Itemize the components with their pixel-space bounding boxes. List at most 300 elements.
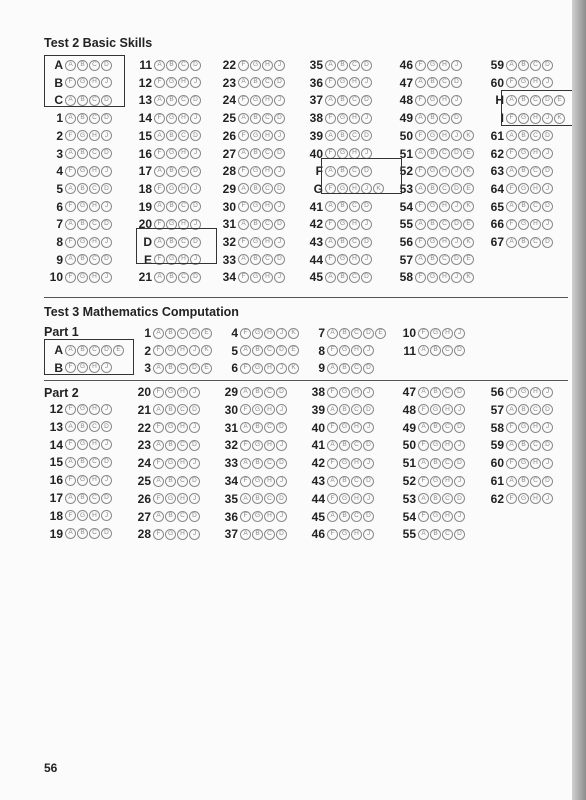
answer-bubble[interactable]: C (439, 77, 450, 88)
answer-bubble[interactable]: G (250, 166, 261, 177)
answer-bubble[interactable]: D (190, 237, 201, 248)
answer-bubble[interactable]: D (361, 237, 372, 248)
answer-bubble[interactable]: G (77, 439, 88, 450)
answer-bubble[interactable]: D (101, 60, 112, 71)
answer-bubble[interactable]: H (442, 328, 453, 339)
answer-bubble[interactable]: C (178, 130, 189, 141)
answer-bubble[interactable]: C (262, 148, 273, 159)
answer-bubble[interactable]: J (274, 237, 285, 248)
answer-bubble[interactable]: A (65, 254, 76, 265)
answer-bubble[interactable]: D (101, 95, 112, 106)
answer-bubble[interactable]: F (327, 422, 338, 433)
answer-bubble[interactable]: K (463, 201, 474, 212)
answer-bubble[interactable]: B (77, 345, 88, 356)
answer-bubble[interactable]: D (542, 440, 553, 451)
answer-bubble[interactable]: E (463, 183, 474, 194)
answer-bubble[interactable]: D (542, 60, 553, 71)
answer-bubble[interactable]: B (337, 95, 348, 106)
answer-bubble[interactable]: F (65, 510, 76, 521)
answer-bubble[interactable]: B (252, 422, 263, 433)
answer-bubble[interactable]: F (65, 475, 76, 486)
answer-bubble[interactable]: A (415, 219, 426, 230)
answer-bubble[interactable]: D (101, 148, 112, 159)
answer-bubble[interactable]: A (325, 60, 336, 71)
answer-bubble[interactable]: C (89, 493, 100, 504)
answer-bubble[interactable]: G (77, 77, 88, 88)
answer-bubble[interactable]: F (418, 328, 429, 339)
answer-bubble[interactable]: J (276, 404, 287, 415)
answer-bubble[interactable]: H (177, 458, 188, 469)
answer-bubble[interactable]: G (339, 493, 350, 504)
answer-bubble[interactable]: E (201, 363, 212, 374)
answer-bubble[interactable]: E (113, 345, 124, 356)
answer-bubble[interactable]: H (262, 166, 273, 177)
answer-bubble[interactable]: H (530, 77, 541, 88)
answer-bubble[interactable]: A (418, 458, 429, 469)
answer-bubble[interactable]: A (325, 237, 336, 248)
answer-bubble[interactable]: C (177, 440, 188, 451)
answer-bubble[interactable]: D (542, 166, 553, 177)
answer-bubble[interactable]: J (276, 328, 287, 339)
answer-bubble[interactable]: G (252, 404, 263, 415)
answer-bubble[interactable]: E (463, 254, 474, 265)
answer-bubble[interactable]: A (415, 113, 426, 124)
answer-bubble[interactable]: D (276, 387, 287, 398)
answer-bubble[interactable]: C (530, 201, 541, 212)
answer-bubble[interactable]: F (506, 113, 517, 124)
answer-bubble[interactable]: D (274, 254, 285, 265)
answer-bubble[interactable]: J (189, 529, 200, 540)
answer-bubble[interactable]: C (177, 476, 188, 487)
answer-bubble[interactable]: D (361, 130, 372, 141)
answer-bubble[interactable]: H (177, 345, 188, 356)
answer-bubble[interactable]: J (363, 529, 374, 540)
answer-bubble[interactable]: F (415, 95, 426, 106)
answer-bubble[interactable]: F (238, 166, 249, 177)
answer-bubble[interactable]: D (363, 476, 374, 487)
answer-bubble[interactable]: H (264, 511, 275, 522)
answer-bubble[interactable]: B (77, 254, 88, 265)
answer-bubble[interactable]: G (339, 422, 350, 433)
answer-bubble[interactable]: D (542, 130, 553, 141)
answer-bubble[interactable]: J (451, 130, 462, 141)
answer-bubble[interactable]: C (89, 219, 100, 230)
answer-bubble[interactable]: F (65, 166, 76, 177)
answer-bubble[interactable]: D (189, 363, 200, 374)
answer-bubble[interactable]: A (65, 528, 76, 539)
answer-bubble[interactable]: J (276, 476, 287, 487)
answer-bubble[interactable]: F (240, 511, 251, 522)
answer-bubble[interactable]: J (361, 254, 372, 265)
answer-bubble[interactable]: F (238, 201, 249, 212)
answer-bubble[interactable]: B (166, 60, 177, 71)
answer-bubble[interactable]: C (530, 404, 541, 415)
answer-bubble[interactable]: F (415, 237, 426, 248)
answer-bubble[interactable]: A (240, 493, 251, 504)
answer-bubble[interactable]: J (189, 458, 200, 469)
answer-bubble[interactable]: C (349, 130, 360, 141)
answer-bubble[interactable]: H (178, 183, 189, 194)
answer-bubble[interactable]: C (264, 529, 275, 540)
answer-bubble[interactable]: C (530, 95, 541, 106)
answer-bubble[interactable]: G (77, 475, 88, 486)
answer-bubble[interactable]: G (77, 404, 88, 415)
answer-bubble[interactable]: A (238, 219, 249, 230)
answer-bubble[interactable]: G (166, 77, 177, 88)
answer-bubble[interactable]: A (418, 422, 429, 433)
answer-bubble[interactable]: F (506, 77, 517, 88)
answer-bubble[interactable]: G (427, 237, 438, 248)
answer-bubble[interactable]: C (89, 148, 100, 159)
answer-bubble[interactable]: D (542, 201, 553, 212)
answer-bubble[interactable]: J (451, 166, 462, 177)
answer-bubble[interactable]: F (415, 60, 426, 71)
answer-bubble[interactable]: B (339, 476, 350, 487)
answer-bubble[interactable]: J (189, 345, 200, 356)
answer-bubble[interactable]: F (418, 511, 429, 522)
answer-bubble[interactable]: K (288, 363, 299, 374)
answer-bubble[interactable]: D (101, 421, 112, 432)
answer-bubble[interactable]: H (530, 493, 541, 504)
answer-bubble[interactable]: H (177, 422, 188, 433)
answer-bubble[interactable]: H (530, 387, 541, 398)
answer-bubble[interactable]: J (542, 219, 553, 230)
answer-bubble[interactable]: B (77, 60, 88, 71)
answer-bubble[interactable]: F (415, 130, 426, 141)
answer-bubble[interactable]: J (274, 95, 285, 106)
answer-bubble[interactable]: A (415, 254, 426, 265)
answer-bubble[interactable]: B (430, 493, 441, 504)
answer-bubble[interactable]: A (238, 148, 249, 159)
answer-bubble[interactable]: B (77, 183, 88, 194)
answer-bubble[interactable]: B (427, 254, 438, 265)
answer-bubble[interactable]: D (451, 219, 462, 230)
answer-bubble[interactable]: J (361, 183, 372, 194)
answer-bubble[interactable]: C (442, 387, 453, 398)
answer-bubble[interactable]: F (327, 493, 338, 504)
answer-bubble[interactable]: H (178, 148, 189, 159)
answer-bubble[interactable]: C (349, 60, 360, 71)
answer-bubble[interactable]: F (154, 113, 165, 124)
answer-bubble[interactable]: F (153, 458, 164, 469)
answer-bubble[interactable]: B (518, 476, 529, 487)
answer-bubble[interactable]: B (77, 493, 88, 504)
answer-bubble[interactable]: D (361, 60, 372, 71)
answer-bubble[interactable]: H (262, 130, 273, 141)
answer-bubble[interactable]: K (463, 237, 474, 248)
answer-bubble[interactable]: A (238, 113, 249, 124)
answer-bubble[interactable]: A (506, 60, 517, 71)
answer-bubble[interactable]: G (77, 510, 88, 521)
answer-bubble[interactable]: G (166, 148, 177, 159)
answer-bubble[interactable]: D (363, 404, 374, 415)
answer-bubble[interactable]: J (101, 510, 112, 521)
answer-bubble[interactable]: F (506, 387, 517, 398)
answer-bubble[interactable]: J (101, 404, 112, 415)
answer-bubble[interactable]: F (153, 345, 164, 356)
answer-bubble[interactable]: G (250, 272, 261, 283)
answer-bubble[interactable]: G (518, 183, 529, 194)
answer-bubble[interactable]: A (506, 95, 517, 106)
answer-bubble[interactable]: D (542, 95, 553, 106)
answer-bubble[interactable]: D (542, 404, 553, 415)
answer-bubble[interactable]: H (262, 95, 273, 106)
answer-bubble[interactable]: B (518, 237, 529, 248)
answer-bubble[interactable]: C (178, 95, 189, 106)
answer-bubble[interactable]: H (89, 439, 100, 450)
answer-bubble[interactable]: B (518, 60, 529, 71)
answer-bubble[interactable]: A (327, 363, 338, 374)
answer-bubble[interactable]: B (77, 148, 88, 159)
answer-bubble[interactable]: A (506, 201, 517, 212)
answer-bubble[interactable]: J (454, 476, 465, 487)
answer-bubble[interactable]: D (451, 77, 462, 88)
answer-bubble[interactable]: G (252, 328, 263, 339)
answer-bubble[interactable]: C (439, 254, 450, 265)
answer-bubble[interactable]: G (337, 183, 348, 194)
answer-bubble[interactable]: J (101, 130, 112, 141)
answer-bubble[interactable]: B (250, 183, 261, 194)
answer-bubble[interactable]: B (77, 219, 88, 230)
answer-bubble[interactable]: H (351, 387, 362, 398)
answer-bubble[interactable]: J (454, 328, 465, 339)
answer-bubble[interactable]: D (276, 493, 287, 504)
answer-bubble[interactable]: G (430, 328, 441, 339)
answer-bubble[interactable]: J (190, 113, 201, 124)
answer-bubble[interactable]: C (349, 166, 360, 177)
answer-bubble[interactable]: C (178, 201, 189, 212)
answer-bubble[interactable]: A (506, 476, 517, 487)
answer-bubble[interactable]: F (506, 422, 517, 433)
answer-bubble[interactable]: H (439, 130, 450, 141)
answer-bubble[interactable]: A (506, 237, 517, 248)
answer-bubble[interactable]: J (274, 130, 285, 141)
answer-bubble[interactable]: D (454, 345, 465, 356)
answer-bubble[interactable]: F (238, 60, 249, 71)
answer-bubble[interactable]: F (415, 272, 426, 283)
answer-bubble[interactable]: F (240, 404, 251, 415)
answer-bubble[interactable]: D (101, 457, 112, 468)
answer-bubble[interactable]: B (166, 130, 177, 141)
answer-bubble[interactable]: A (325, 95, 336, 106)
answer-bubble[interactable]: G (337, 113, 348, 124)
answer-bubble[interactable]: B (77, 421, 88, 432)
answer-bubble[interactable]: J (189, 493, 200, 504)
answer-bubble[interactable]: D (101, 183, 112, 194)
answer-bubble[interactable]: F (325, 113, 336, 124)
answer-bubble[interactable]: F (240, 476, 251, 487)
answer-bubble[interactable]: E (288, 345, 299, 356)
answer-bubble[interactable]: G (77, 166, 88, 177)
answer-bubble[interactable]: J (101, 201, 112, 212)
answer-bubble[interactable]: B (166, 237, 177, 248)
answer-bubble[interactable]: H (351, 422, 362, 433)
answer-bubble[interactable]: J (361, 148, 372, 159)
answer-bubble[interactable]: G (252, 440, 263, 451)
answer-bubble[interactable]: A (240, 422, 251, 433)
answer-bubble[interactable]: C (177, 404, 188, 415)
answer-bubble[interactable]: H (351, 493, 362, 504)
answer-bubble[interactable]: G (339, 345, 350, 356)
answer-bubble[interactable]: C (442, 458, 453, 469)
answer-bubble[interactable]: D (361, 166, 372, 177)
answer-bubble[interactable]: J (101, 475, 112, 486)
answer-bubble[interactable]: B (166, 95, 177, 106)
answer-bubble[interactable]: J (274, 166, 285, 177)
answer-bubble[interactable]: B (430, 529, 441, 540)
answer-bubble[interactable]: H (177, 529, 188, 540)
answer-bubble[interactable]: G (430, 476, 441, 487)
answer-bubble[interactable]: A (65, 345, 76, 356)
answer-bubble[interactable]: D (542, 476, 553, 487)
answer-bubble[interactable]: C (89, 60, 100, 71)
answer-bubble[interactable]: C (178, 237, 189, 248)
answer-bubble[interactable]: D (363, 328, 374, 339)
answer-bubble[interactable]: A (153, 511, 164, 522)
answer-bubble[interactable]: A (153, 440, 164, 451)
answer-bubble[interactable]: G (427, 166, 438, 177)
answer-bubble[interactable]: B (250, 77, 261, 88)
answer-bubble[interactable]: A (327, 404, 338, 415)
answer-bubble[interactable]: G (337, 254, 348, 265)
answer-bubble[interactable]: B (518, 130, 529, 141)
answer-bubble[interactable]: H (349, 113, 360, 124)
answer-bubble[interactable]: A (65, 421, 76, 432)
answer-bubble[interactable]: D (274, 148, 285, 159)
answer-bubble[interactable]: F (325, 254, 336, 265)
answer-bubble[interactable]: D (276, 422, 287, 433)
answer-bubble[interactable]: J (101, 272, 112, 283)
answer-bubble[interactable]: B (339, 328, 350, 339)
answer-bubble[interactable]: D (451, 148, 462, 159)
answer-bubble[interactable]: B (337, 201, 348, 212)
answer-bubble[interactable]: A (325, 201, 336, 212)
answer-bubble[interactable]: B (252, 529, 263, 540)
answer-bubble[interactable]: J (101, 166, 112, 177)
answer-bubble[interactable]: D (101, 493, 112, 504)
answer-bubble[interactable]: A (418, 529, 429, 540)
answer-bubble[interactable]: G (250, 237, 261, 248)
answer-bubble[interactable]: A (238, 77, 249, 88)
answer-bubble[interactable]: H (439, 60, 450, 71)
answer-bubble[interactable]: G (165, 458, 176, 469)
answer-bubble[interactable]: J (190, 183, 201, 194)
answer-bubble[interactable]: B (339, 363, 350, 374)
answer-bubble[interactable]: A (154, 166, 165, 177)
answer-bubble[interactable]: G (518, 219, 529, 230)
answer-bubble[interactable]: D (454, 493, 465, 504)
answer-bubble[interactable]: B (427, 77, 438, 88)
answer-bubble[interactable]: G (427, 201, 438, 212)
answer-bubble[interactable]: A (65, 60, 76, 71)
answer-bubble[interactable]: G (165, 387, 176, 398)
answer-bubble[interactable]: C (264, 458, 275, 469)
answer-bubble[interactable]: G (252, 511, 263, 522)
answer-bubble[interactable]: A (154, 95, 165, 106)
answer-bubble[interactable]: G (166, 219, 177, 230)
answer-bubble[interactable]: F (154, 219, 165, 230)
answer-bubble[interactable]: H (351, 345, 362, 356)
answer-bubble[interactable]: F (325, 219, 336, 230)
answer-bubble[interactable]: G (337, 219, 348, 230)
answer-bubble[interactable]: A (325, 272, 336, 283)
answer-bubble[interactable]: A (240, 387, 251, 398)
answer-bubble[interactable]: G (77, 362, 88, 373)
answer-bubble[interactable]: F (154, 254, 165, 265)
answer-bubble[interactable]: F (153, 493, 164, 504)
answer-bubble[interactable]: A (327, 328, 338, 339)
answer-bubble[interactable]: H (351, 458, 362, 469)
answer-bubble[interactable]: D (190, 95, 201, 106)
answer-bubble[interactable]: F (506, 183, 517, 194)
answer-bubble[interactable]: G (166, 183, 177, 194)
answer-bubble[interactable]: B (252, 345, 263, 356)
answer-bubble[interactable]: J (542, 387, 553, 398)
answer-bubble[interactable]: F (415, 201, 426, 212)
answer-bubble[interactable]: A (506, 440, 517, 451)
answer-bubble[interactable]: C (351, 440, 362, 451)
answer-bubble[interactable]: A (325, 130, 336, 141)
answer-bubble[interactable]: B (252, 458, 263, 469)
answer-bubble[interactable]: D (363, 440, 374, 451)
answer-bubble[interactable]: A (327, 511, 338, 522)
answer-bubble[interactable]: D (274, 183, 285, 194)
answer-bubble[interactable]: G (427, 130, 438, 141)
answer-bubble[interactable]: A (153, 328, 164, 339)
answer-bubble[interactable]: E (554, 95, 565, 106)
answer-bubble[interactable]: C (262, 254, 273, 265)
answer-bubble[interactable]: J (274, 60, 285, 71)
answer-bubble[interactable]: C (349, 272, 360, 283)
answer-bubble[interactable]: G (430, 404, 441, 415)
answer-bubble[interactable]: J (274, 272, 285, 283)
answer-bubble[interactable]: H (178, 77, 189, 88)
answer-bubble[interactable]: G (430, 511, 441, 522)
answer-bubble[interactable]: C (89, 95, 100, 106)
answer-bubble[interactable]: A (153, 363, 164, 374)
answer-bubble[interactable]: J (542, 458, 553, 469)
answer-bubble[interactable]: A (65, 493, 76, 504)
answer-bubble[interactable]: D (274, 77, 285, 88)
answer-bubble[interactable]: J (451, 95, 462, 106)
answer-bubble[interactable]: B (166, 272, 177, 283)
answer-bubble[interactable]: C (264, 387, 275, 398)
answer-bubble[interactable]: F (415, 166, 426, 177)
answer-bubble[interactable]: J (542, 183, 553, 194)
answer-bubble[interactable]: H (530, 113, 541, 124)
answer-bubble[interactable]: E (375, 328, 386, 339)
answer-bubble[interactable]: G (518, 77, 529, 88)
answer-bubble[interactable]: B (166, 166, 177, 177)
answer-bubble[interactable]: C (264, 422, 275, 433)
answer-bubble[interactable]: F (327, 345, 338, 356)
answer-bubble[interactable]: K (373, 183, 384, 194)
answer-bubble[interactable]: F (325, 148, 336, 159)
answer-bubble[interactable]: H (349, 254, 360, 265)
answer-bubble[interactable]: C (264, 493, 275, 504)
answer-bubble[interactable]: H (530, 458, 541, 469)
answer-bubble[interactable]: B (77, 528, 88, 539)
answer-bubble[interactable]: C (178, 272, 189, 283)
answer-bubble[interactable]: G (250, 95, 261, 106)
answer-bubble[interactable]: J (542, 422, 553, 433)
answer-bubble[interactable]: H (439, 272, 450, 283)
answer-bubble[interactable]: E (463, 148, 474, 159)
answer-bubble[interactable]: J (190, 254, 201, 265)
answer-bubble[interactable]: D (101, 345, 112, 356)
answer-bubble[interactable]: G (166, 113, 177, 124)
answer-bubble[interactable]: B (165, 404, 176, 415)
